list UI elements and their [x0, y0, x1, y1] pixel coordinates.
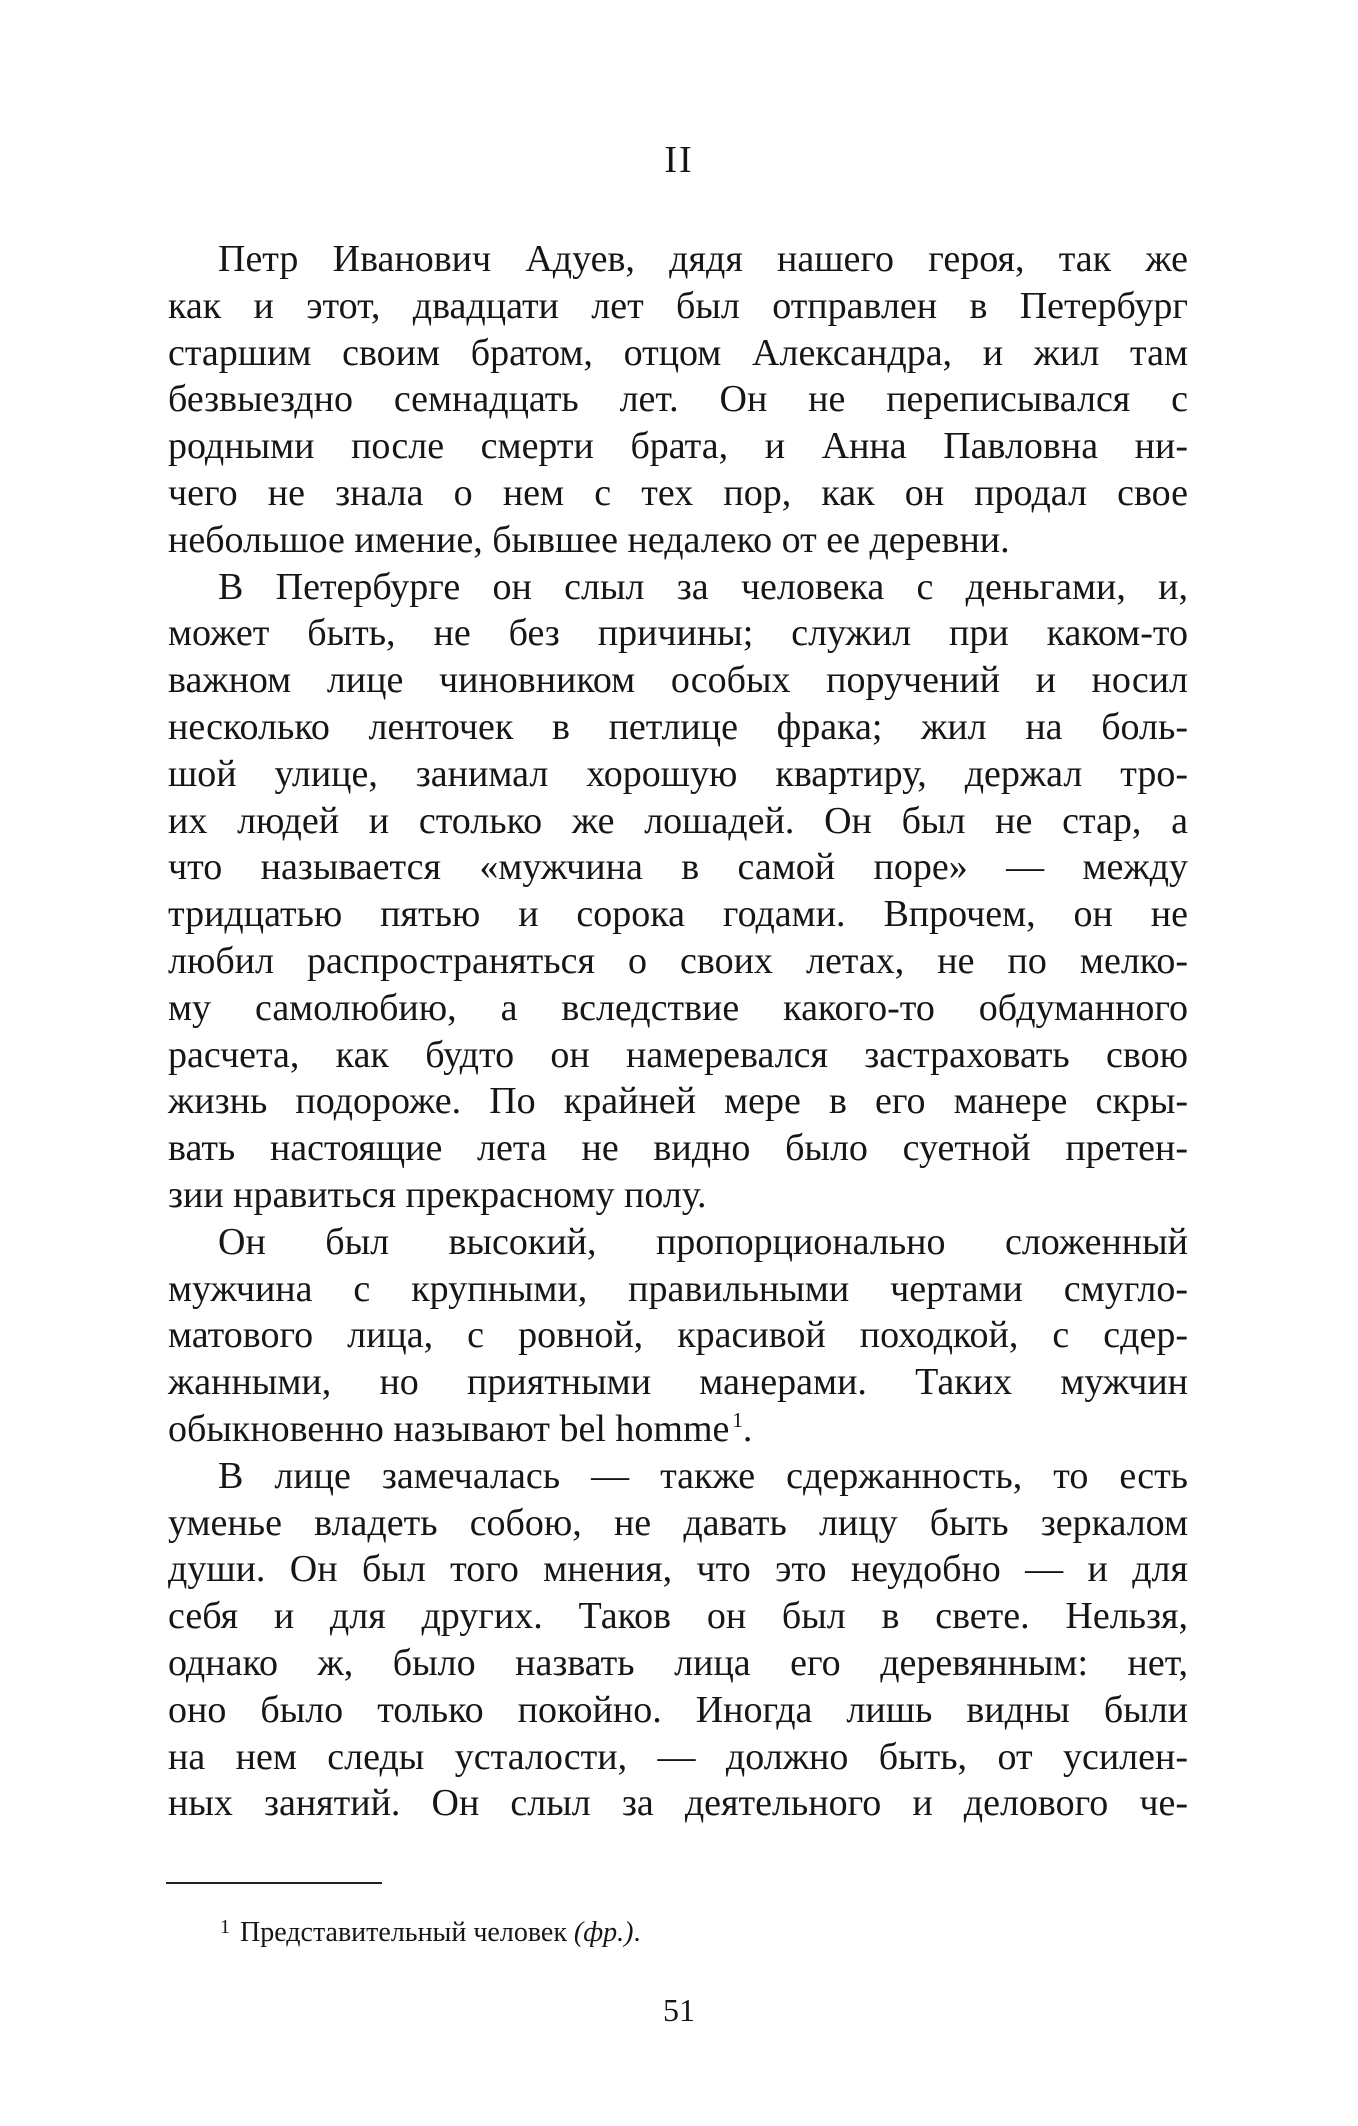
text-line: ных занятий. Он слыл за деятельного и делового че-: [168, 1782, 1188, 1825]
text-line: небольшое имение, бывшее недалеко от ее деревни.: [168, 518, 1010, 561]
text-line: старшим своим братом, отцом Александра, и жил там: [168, 331, 1188, 374]
footnote-divider: [166, 1882, 382, 1884]
text-line: жизнь подороже. По крайней мере в его манере скры-: [168, 1080, 1188, 1123]
text-line: чего не знала о нем с тех пор, как он продал свое: [168, 471, 1188, 514]
text-line: В Петербурге он слыл за человека с деньгами, и,: [218, 565, 1188, 608]
page-number: 51: [663, 1992, 695, 2028]
text-line: му самолюбию, а вследствие какого-то обдуманного: [168, 986, 1188, 1029]
sentence-period: .: [742, 1407, 753, 1450]
text-line: безвыездно семнадцать лет. Он не переписывался с: [168, 378, 1188, 421]
text-line: на нем следы усталости, — должно быть, от усилен-: [168, 1735, 1188, 1778]
footnote: [220, 1907, 640, 1953]
text-line: души. Он был того мнения, что это неудобно — и для: [168, 1548, 1188, 1591]
text-line: мужчина с крупными, правильными чертами смугло-: [168, 1267, 1188, 1310]
text-line: оно было только покойно. Иногда лишь видны были: [168, 1688, 1188, 1731]
text-line: расчета, как будто он намеревался застраховать свою: [168, 1033, 1188, 1076]
text-line: Он был высокий, пропорционально сложенный: [218, 1220, 1188, 1263]
text-line: может быть, не без причины; служил при каком-то: [168, 612, 1188, 655]
text-line: Петр Иванович Адуев, дядя нашего героя, так же: [218, 238, 1188, 280]
text-line-with-footnote: [168, 1406, 1188, 1453]
text-line: В лице замечалась — также сдержанность, то есть: [218, 1454, 1188, 1497]
text-line: обыкновенно называют bel homme: [168, 1407, 730, 1450]
main-text: [168, 236, 1188, 1827]
text-line: как и этот, двадцати лет был отправлен в Петербург: [168, 284, 1188, 327]
text-line: зии нравиться прекрасному полу.: [168, 1173, 707, 1216]
text-line: уменье владеть собою, не давать лицу быть зеркалом: [168, 1501, 1188, 1544]
footnote-language-note: (фр.): [573, 1917, 634, 1948]
text-line: себя и для других. Таков он был в свете. Нельзя,: [168, 1595, 1188, 1638]
text-line: несколько ленточек в петлице фрака; жил на боль-: [168, 705, 1188, 748]
text-line: тридцатью пятью и сорока годами. Впрочем, он не: [168, 893, 1188, 936]
footnote-text: Представительный человек: [240, 1917, 567, 1948]
text-line: что называется «мужчина в самой поре» — между: [168, 846, 1188, 889]
text-line: вать настоящие лета не видно было суетной претен-: [168, 1127, 1188, 1170]
chapter-heading: II: [664, 139, 694, 181]
text-line: важном лице чиновником особых поручений и носил: [168, 659, 1188, 702]
text-line: любил распространяться о своих летах, не по мелко-: [168, 939, 1188, 982]
footnote-reference[interactable]: 1: [732, 1407, 743, 1432]
text-line: шой улице, занимал хорошую квартиру, держал тро-: [168, 752, 1188, 795]
text-line: матового лица, с ровной, красивой походкой, с сдер-: [168, 1314, 1188, 1357]
text-line: однако ж, было назвать лица его деревянным: нет,: [168, 1641, 1188, 1684]
footnote-number: 1: [220, 1916, 230, 1938]
footnote-period: .: [633, 1917, 641, 1948]
text-line: их людей и столько же лошадей. Он был не стар, а: [168, 799, 1188, 842]
text-line: жанными, но приятными манерами. Таких мужчин: [168, 1361, 1188, 1404]
text-line: родными после смерти брата, и Анна Павловна ни-: [168, 425, 1188, 468]
